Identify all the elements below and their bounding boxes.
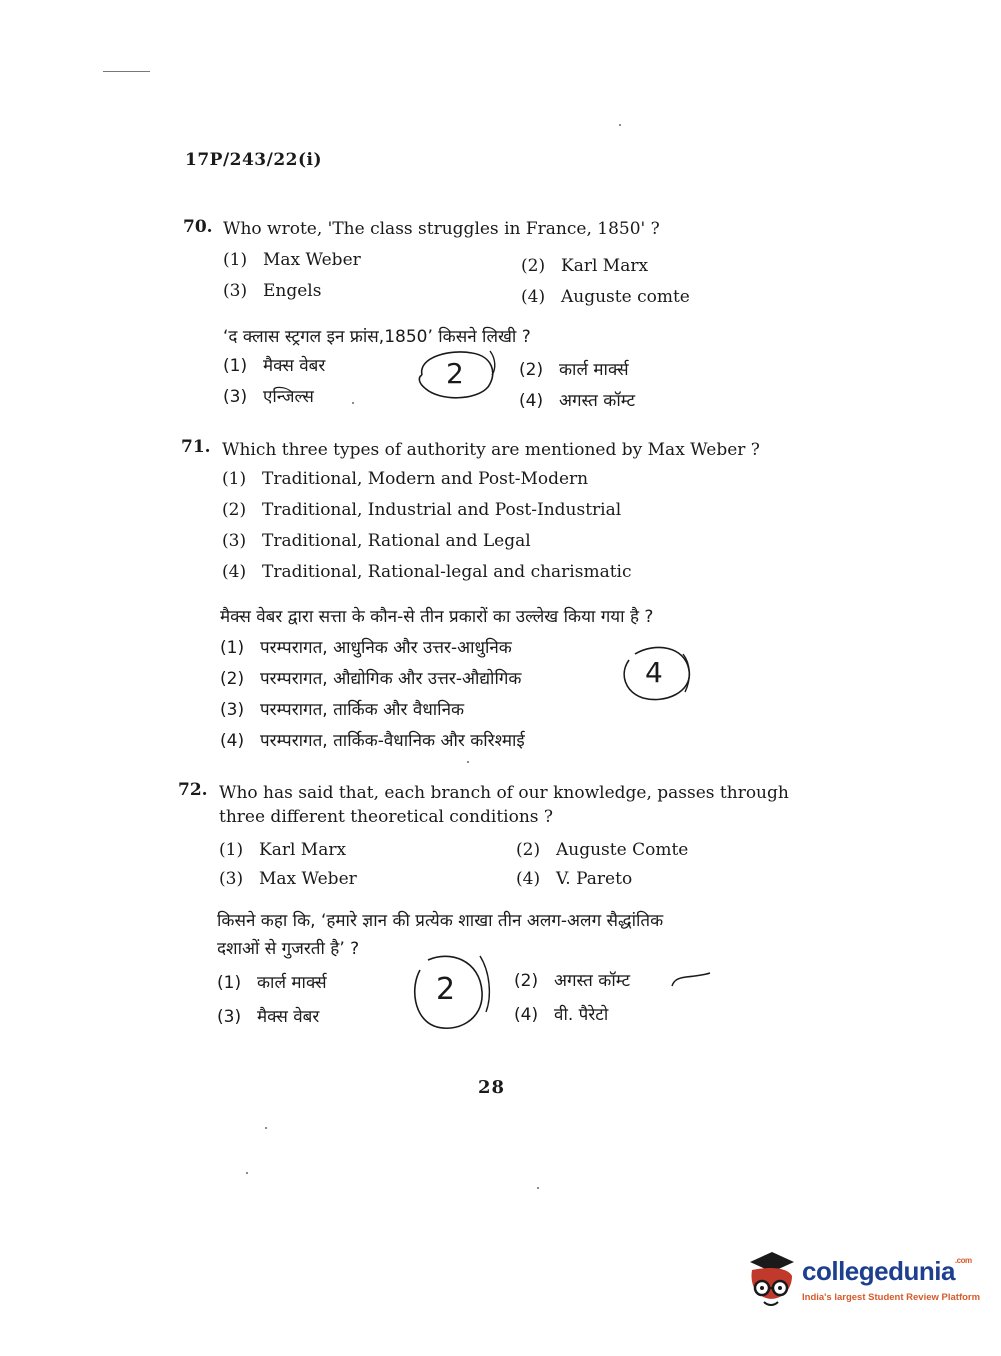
mascot-icon [742,1248,800,1312]
handwritten-answer-circle [615,640,700,710]
scan-speck [246,1172,248,1174]
question-text-hi-line1: किसने कहा कि, ‘हमारे ज्ञान की प्रत्येक शाखा तीन अलग-अलग सैद्धांतिक [217,911,664,931]
handwritten-answer: 4 [645,656,663,689]
option-2-en: (2) Traditional, Industrial and Post-Industrial [222,500,622,520]
option-4-en: (4) V. Pareto [516,869,633,889]
option-3-en: (3) Engels [223,281,322,301]
option-3-hi: (3) परम्परागत, तार्किक और वैधानिक [220,700,465,720]
option-3-hi: (3) एन्जिल्स [223,387,314,407]
question-number: 70. [183,217,213,237]
option-1-en: (1) Traditional, Modern and Post-Modern [222,469,589,489]
option-3-hi: (3) मैक्स वेबर [217,1007,320,1027]
option-4-en: (4) Traditional, Rational-legal and charismatic [222,562,632,582]
question-text-en-line1: Who has said that, each branch of our knowledge, passes through [219,783,789,803]
handwritten-answer-circle [406,948,496,1038]
question-text-en-line2: three different theoretical conditions ? [219,807,554,827]
paper-code: 17P/243/22(i) [185,150,323,170]
scan-speck [537,1187,539,1189]
top-rule [103,71,150,72]
option-2-en: (2) Auguste Comte [516,840,689,860]
scan-speck [352,402,354,404]
question-number: 71. [181,437,211,457]
scan-speck [467,761,469,763]
option-1-hi: (1) कार्ल मार्क्स [217,973,327,993]
handwritten-answer-circle [410,345,500,405]
option-2-hi: (2) अगस्त कॉम्ट [514,971,631,991]
logo-wordmark: collegedunia$^{.com}$ [802,1256,972,1286]
scan-speck [265,1127,267,1129]
option-4-en: (4) Auguste comte [521,287,690,307]
option-4-hi: (4) अगस्त कॉम्ट [519,391,636,411]
handwritten-tick-mark [668,970,714,990]
question-text-en: Which three types of authority are mentioned by Max Weber ? [222,440,760,460]
option-1-hi: (1) परम्परागत, आधुनिक और उत्तर-आधुनिक [220,638,512,658]
option-3-en: (3) Max Weber [219,869,357,889]
page-number: 28 [478,1077,506,1098]
handwritten-answer: 2 [446,357,464,390]
scan-speck [619,124,621,126]
handwritten-answer: 2 [436,972,456,1007]
question-text-hi-line2: दशाओं से गुजरती है’ ? [217,939,360,959]
collegedunia-logo [742,1248,981,1318]
option-2-hi: (2) परम्परागत, औद्योगिक और उत्तर-औद्योगिक [220,669,522,689]
question-text-hi: ‘द क्लास स्ट्रगल इन फ्रांस,1850’ किसने लिखी ? [223,327,531,347]
question-text-en: Who wrote, 'The class struggles in France, 1850' ? [223,219,660,239]
logo-tagline: India's largest Student Review Platform [802,1292,981,1303]
option-1-hi: (1) मैक्स वेबर [223,356,326,376]
option-4-hi: (4) वी. पैरेटो [514,1005,609,1025]
option-2-hi: (2) कार्ल मार्क्स [519,360,629,380]
option-3-en: (3) Traditional, Rational and Legal [222,531,531,551]
option-1-en: (1) Max Weber [223,250,361,270]
question-number: 72. [178,780,208,800]
question-text-hi: मैक्स वेबर द्वारा सत्ता के कौन-से तीन प्रकारों का उल्लेख किया गया है ? [220,607,654,627]
option-1-en: (1) Karl Marx [219,840,347,860]
option-4-hi: (4) परम्परागत, तार्किक-वैधानिक और करिश्माई [220,731,525,751]
option-2-en: (2) Karl Marx [521,256,649,276]
